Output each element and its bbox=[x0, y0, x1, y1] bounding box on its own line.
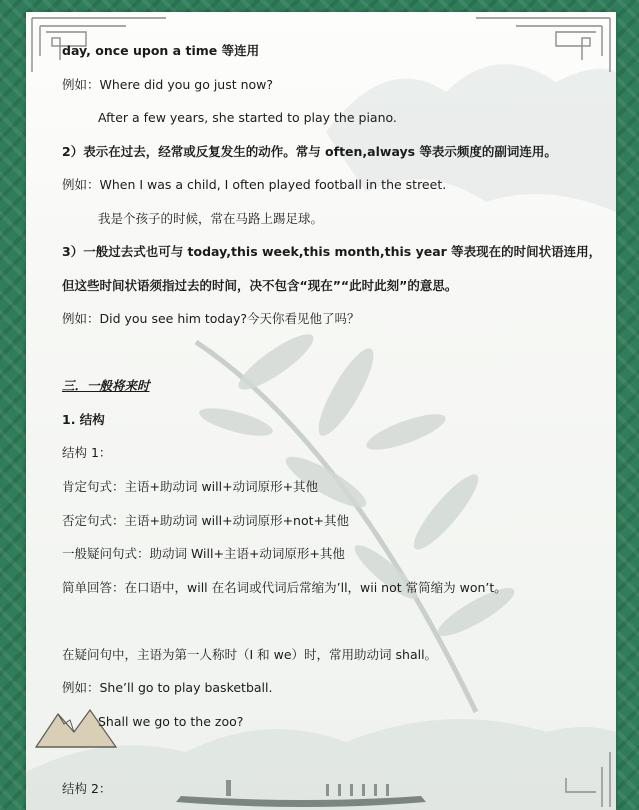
translation-football: 我是个孩子的时候，常在马路上踢足球。 bbox=[98, 211, 324, 226]
example-where-did-you-go: 例如：Where did you go just now? bbox=[62, 77, 274, 92]
rule-2-repeated-action: 2）表示在过去，经常或反复发生的动作。常与 often,always 等表示频度的副词连用。 bbox=[62, 144, 557, 159]
example-basketball: 例如：She’ll go to play basketball. bbox=[62, 680, 273, 695]
structure-2-label: 结构 2： bbox=[62, 781, 112, 796]
rule-3-continued: 但这些时间状语须指过去的时间，决不包含“现在”“此时此刻”的意思。 bbox=[62, 278, 458, 293]
structure-1-label: 结构 1： bbox=[62, 445, 112, 460]
affirmative-form: 肯定句式：主语+助动词 will+动词原形+其他 bbox=[62, 479, 319, 494]
section-heading-future-tense: 三．一般将来时 bbox=[62, 378, 150, 393]
example-see-him-today: 例如：Did you see him today?今天你看见他了吗？ bbox=[62, 311, 360, 326]
corner-frame-top-right bbox=[476, 18, 610, 72]
question-form: 一般疑问句式：助动词 Will+主语+动词原形+其他 bbox=[62, 546, 345, 561]
text-line-once-upon: day, once upon a time 等连用 bbox=[62, 43, 260, 58]
rule-3-time-adverbials: 3）一般过去式也可与 today,this week,this month,this year 等表现在的时间状语连用， bbox=[62, 244, 602, 259]
example-zoo: Shall we go to the zoo? bbox=[98, 714, 244, 729]
example-football: 例如：When I was a child, I often played football in the street. bbox=[62, 177, 447, 192]
subheading-structure: 1. 结构 bbox=[62, 412, 105, 427]
mountain-silhouette-low bbox=[26, 719, 616, 810]
shall-usage-note: 在疑问句中，主语为第一人称时（I 和 we）时，常用助动词 shall。 bbox=[62, 647, 438, 662]
negative-form: 否定句式：主语+助动词 will+动词原形+not+其他 bbox=[62, 513, 349, 528]
short-answer-note: 简单回答：在口语中，will 在名词或代词后常缩为’ll，wii not 常简缩为 won’t。 bbox=[62, 580, 507, 595]
document-page bbox=[26, 12, 616, 810]
example-piano: After a few years, she started to play the piano. bbox=[98, 110, 397, 125]
